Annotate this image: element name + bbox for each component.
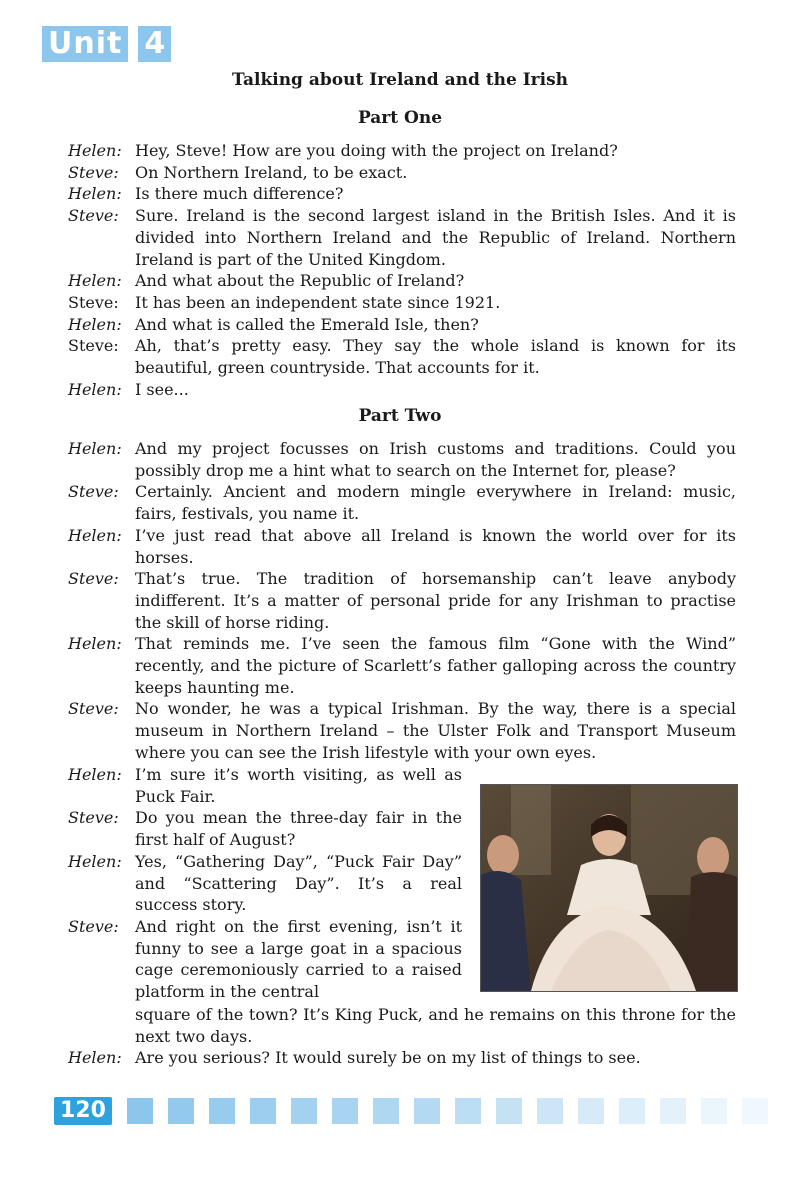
dialogue-line bbox=[68, 314, 736, 336]
dialogue-line bbox=[68, 1004, 736, 1047]
dialogue-line bbox=[68, 807, 462, 850]
speech: And my project focusses on Irish customs and traditions. Could you possibly drop me a hint what to search on the Internet for, please? bbox=[135, 439, 736, 480]
decor-square bbox=[496, 1098, 522, 1124]
dialogue-line bbox=[68, 633, 736, 698]
speaker: Steve: bbox=[68, 569, 119, 589]
speaker-spacer bbox=[68, 1004, 135, 1047]
unit-word: Unit bbox=[42, 26, 128, 62]
speaker: Helen: bbox=[68, 851, 122, 871]
dialogue-line bbox=[68, 525, 736, 568]
speaker: Helen: bbox=[68, 314, 122, 334]
decor-square bbox=[660, 1098, 686, 1124]
speech: Sure. Ireland is the second largest island in the British Isles. And it is divided into Northern Ireland and the Republic of Ireland. Northern Ireland is part of the United Kingdom. bbox=[135, 206, 736, 269]
speaker: Helen: bbox=[68, 439, 122, 458]
page-footer bbox=[54, 1096, 768, 1126]
decor-square bbox=[701, 1098, 727, 1124]
decor-square bbox=[619, 1098, 645, 1124]
decor-square bbox=[209, 1098, 235, 1124]
decor-square bbox=[168, 1098, 194, 1124]
speech: Is there much difference? bbox=[135, 184, 344, 204]
speaker: Helen: bbox=[68, 525, 122, 545]
speech: And what is called the Emerald Isle, then? bbox=[135, 314, 479, 334]
dialogue-line bbox=[68, 438, 736, 481]
speaker: Steve: bbox=[68, 482, 119, 502]
unit-badge bbox=[42, 26, 171, 62]
dialogue-line bbox=[68, 764, 462, 807]
speech: Certainly. Ancient and modern mingle everywhere in Ireland: music, fairs, festivals, you name it. bbox=[135, 482, 736, 524]
dialogue-line bbox=[68, 698, 736, 763]
speech: No wonder, he was a typical Irishman. By the way, there is a special museum in Northern Ireland – the Ulster Folk and Transport Museum where you can see the Irish lifestyle with your own eyes. bbox=[135, 699, 736, 762]
film-still-photo bbox=[480, 784, 738, 992]
dialogue-line bbox=[68, 270, 736, 292]
speech: That’s true. The tradition of horsemanship can’t leave anybody indifferent. It’s a matter of personal pride for any Irishman to practise the skill of horse riding. bbox=[135, 569, 736, 632]
speech: And what about the Republic of Ireland? bbox=[135, 271, 465, 291]
speaker: Steve: bbox=[68, 916, 119, 936]
speaker: Steve: bbox=[68, 206, 119, 226]
part-two-dialogue bbox=[68, 438, 736, 764]
speaker: Steve: bbox=[68, 162, 119, 182]
speech: Yes, “Gathering Day”, “Puck Fair Day” and “Scattering Day”. It’s a real success story. bbox=[135, 851, 462, 915]
decor-square bbox=[414, 1098, 440, 1124]
speech: I’m sure it’s worth visiting, as well as Puck Fair. bbox=[135, 765, 462, 806]
dialogue-line bbox=[68, 162, 736, 184]
page-number: 120 bbox=[54, 1097, 112, 1125]
dialogue-line bbox=[68, 140, 736, 162]
dialogue-line bbox=[68, 379, 736, 401]
dialogue-line bbox=[68, 851, 462, 916]
speech: And right on the first evening, isn’t it funny to see a large goat in a spacious cage ceremoniously carried to a raised platform in the central bbox=[135, 916, 462, 1002]
part-two-heading: Part Two bbox=[358, 406, 442, 426]
decor-square bbox=[537, 1098, 563, 1124]
speaker: Helen: bbox=[68, 184, 122, 204]
decor-square bbox=[250, 1098, 276, 1124]
part-two-dialogue-narrow bbox=[68, 764, 462, 1003]
speaker: Steve: bbox=[68, 292, 119, 312]
part-one-heading: Part One bbox=[357, 108, 443, 128]
dialogue-line bbox=[68, 335, 736, 378]
speech: Are you serious? It would surely be on my list of things to see. bbox=[135, 1048, 641, 1068]
speech: Hey, Steve! How are you doing with the project on Ireland? bbox=[135, 141, 618, 160]
speaker: Steve: bbox=[68, 699, 119, 719]
decor-square bbox=[127, 1098, 153, 1124]
decor-square bbox=[373, 1098, 399, 1124]
part-two-dialogue-end bbox=[68, 1004, 736, 1069]
dialogue-line bbox=[68, 481, 736, 524]
speaker: Helen: bbox=[68, 1048, 122, 1068]
speech: Do you mean the three-day fair in the first half of August? bbox=[135, 808, 462, 850]
decor-square bbox=[291, 1098, 317, 1124]
speech: square of the town? It’s King Puck, and he remains on this throne for the next two days. bbox=[135, 1005, 736, 1046]
speech: It has been an independent state since 1921. bbox=[135, 292, 501, 312]
dialogue-line bbox=[68, 1047, 736, 1069]
decor-square bbox=[742, 1098, 768, 1124]
dialogue-line bbox=[68, 568, 736, 633]
speech: Ah, that’s pretty easy. They say the whole island is known for its beautiful, green countryside. That accounts for it. bbox=[135, 336, 736, 378]
speech: I see... bbox=[135, 379, 189, 399]
speaker: Helen: bbox=[68, 634, 122, 654]
speaker: Helen: bbox=[68, 765, 122, 784]
decor-square bbox=[332, 1098, 358, 1124]
speaker: Steve: bbox=[68, 336, 119, 356]
dialogue-line bbox=[68, 183, 736, 205]
unit-number: 4 bbox=[138, 26, 171, 62]
decor-square bbox=[455, 1098, 481, 1124]
film-still-illustration bbox=[481, 785, 737, 991]
speaker: Steve: bbox=[68, 808, 119, 828]
speaker: Helen: bbox=[68, 379, 122, 399]
speaker: Helen: bbox=[68, 271, 122, 291]
page-title: Talking about Ireland and the Irish bbox=[231, 70, 569, 90]
speech: I’ve just read that above all Ireland is known the world over for its horses. bbox=[135, 525, 736, 567]
speech: That reminds me. I’ve seen the famous film “Gone with the Wind” recently, and the picture of Scarlett’s father galloping across the country keeps haunting me. bbox=[135, 634, 736, 697]
dialogue-line bbox=[68, 916, 462, 1003]
speech: On Northern Ireland, to be exact. bbox=[135, 162, 408, 182]
part-one-dialogue bbox=[68, 140, 736, 400]
speaker: Helen: bbox=[68, 141, 122, 160]
dialogue-line bbox=[68, 205, 736, 270]
decor-square bbox=[578, 1098, 604, 1124]
dialogue-line bbox=[68, 292, 736, 314]
